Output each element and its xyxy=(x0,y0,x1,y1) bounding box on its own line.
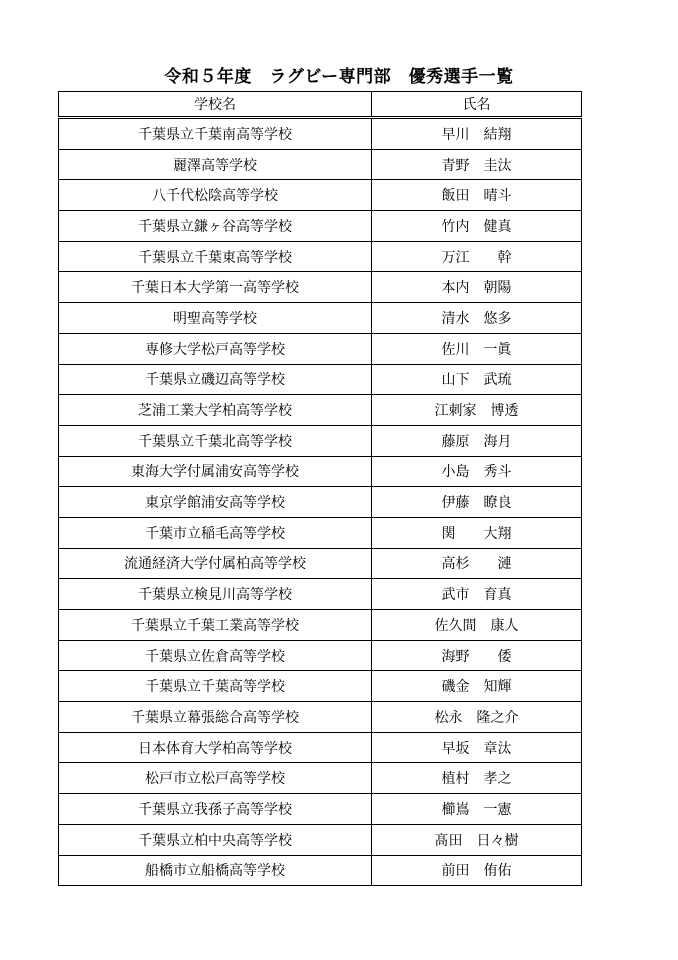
player-name-cell: 万江 幹 xyxy=(372,241,582,272)
player-name-cell: 髙田 日々樹 xyxy=(372,824,582,855)
player-name-cell: 伊藤 瞭良 xyxy=(372,487,582,518)
header-name: 氏名 xyxy=(372,92,582,118)
table-row xyxy=(59,456,582,487)
player-name-cell: 磯金 知輝 xyxy=(372,671,582,702)
player-name-cell: 竹内 健真 xyxy=(372,211,582,242)
table-row xyxy=(59,824,582,855)
school-cell: 明聖高等学校 xyxy=(59,303,372,334)
player-name-cell: 松永 隆之介 xyxy=(372,702,582,733)
player-name-cell: 青野 圭汰 xyxy=(372,149,582,180)
player-name-cell: 前田 侑佑 xyxy=(372,855,582,886)
player-name-cell: 江刺家 博透 xyxy=(372,395,582,426)
table-row xyxy=(59,579,582,610)
school-cell: 千葉県立幕張総合高等学校 xyxy=(59,702,372,733)
player-name-cell: 早坂 章汰 xyxy=(372,732,582,763)
school-cell: 千葉県立佐倉高等学校 xyxy=(59,640,372,671)
table-row xyxy=(59,794,582,825)
school-cell: 千葉市立稲毛高等学校 xyxy=(59,517,372,548)
table-row xyxy=(59,180,582,211)
school-cell: 千葉県立柏中央高等学校 xyxy=(59,824,372,855)
school-cell: 流通経済大学付属柏高等学校 xyxy=(59,548,372,579)
school-cell: 千葉県立千葉東高等学校 xyxy=(59,241,372,272)
school-cell: 千葉県立検見川高等学校 xyxy=(59,579,372,610)
school-cell: 千葉日本大学第一高等学校 xyxy=(59,272,372,303)
player-name-cell: 山下 武琉 xyxy=(372,364,582,395)
table-row xyxy=(59,425,582,456)
table-row xyxy=(59,395,582,426)
school-cell: 麗澤高等学校 xyxy=(59,149,372,180)
school-cell: 千葉県立磯辺高等学校 xyxy=(59,364,372,395)
school-cell: 松戸市立松戸高等学校 xyxy=(59,763,372,794)
table-row xyxy=(59,763,582,794)
player-name-cell: 藤原 海月 xyxy=(372,425,582,456)
player-name-cell: 早川 結翔 xyxy=(372,118,582,150)
table-row xyxy=(59,487,582,518)
player-name-cell: 植村 孝之 xyxy=(372,763,582,794)
table-row xyxy=(59,118,582,150)
school-cell: 千葉県立千葉高等学校 xyxy=(59,671,372,702)
header-school: 学校名 xyxy=(59,92,372,118)
player-name-cell: 櫛嶌 一憲 xyxy=(372,794,582,825)
table-row xyxy=(59,517,582,548)
table-row xyxy=(59,241,582,272)
school-cell: 東海大学付属浦安高等学校 xyxy=(59,456,372,487)
player-name-cell: 佐久間 康人 xyxy=(372,610,582,641)
table-body xyxy=(59,118,582,886)
table-row xyxy=(59,640,582,671)
player-name-cell: 本内 朝陽 xyxy=(372,272,582,303)
table-row xyxy=(59,303,582,334)
table-row xyxy=(59,610,582,641)
school-cell: 千葉県立千葉南高等学校 xyxy=(59,118,372,150)
school-cell: 千葉県立我孫子高等学校 xyxy=(59,794,372,825)
table-row xyxy=(59,855,582,886)
table-row xyxy=(59,364,582,395)
table-row xyxy=(59,149,582,180)
school-cell: 千葉県立鎌ヶ谷高等学校 xyxy=(59,211,372,242)
table-row xyxy=(59,702,582,733)
table-row xyxy=(59,333,582,364)
table-row xyxy=(59,732,582,763)
player-name-cell: 小島 秀斗 xyxy=(372,456,582,487)
school-cell: 八千代松陰高等学校 xyxy=(59,180,372,211)
players-table xyxy=(58,91,582,886)
school-cell: 日本体育大学柏高等学校 xyxy=(59,732,372,763)
player-name-cell: 関 大翔 xyxy=(372,517,582,548)
table-row xyxy=(59,272,582,303)
school-cell: 千葉県立千葉北高等学校 xyxy=(59,425,372,456)
player-name-cell: 海野 倭 xyxy=(372,640,582,671)
player-name-cell: 高杉 漣 xyxy=(372,548,582,579)
player-name-cell: 佐川 一眞 xyxy=(372,333,582,364)
school-cell: 東京学館浦安高等学校 xyxy=(59,487,372,518)
player-name-cell: 清水 悠多 xyxy=(372,303,582,334)
school-cell: 専修大学松戸高等学校 xyxy=(59,333,372,364)
table-row xyxy=(59,548,582,579)
table-row xyxy=(59,211,582,242)
table-row xyxy=(59,671,582,702)
school-cell: 船橋市立船橋高等学校 xyxy=(59,855,372,886)
player-name-cell: 飯田 晴斗 xyxy=(372,180,582,211)
school-cell: 芝浦工業大学柏高等学校 xyxy=(59,395,372,426)
page-title: 令和５年度 ラグビー専門部 優秀選手一覧 xyxy=(164,67,514,87)
table-header-row xyxy=(59,92,582,118)
player-name-cell: 武市 育真 xyxy=(372,579,582,610)
school-cell: 千葉県立千葉工業高等学校 xyxy=(59,610,372,641)
